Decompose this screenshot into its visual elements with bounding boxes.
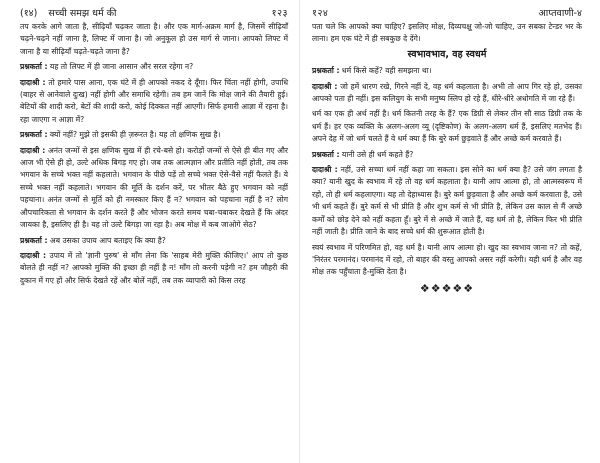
speaker-label: प्रश्नकर्ता : — [312, 66, 340, 76]
paragraph — [312, 65, 582, 77]
end-ornament: ❖❖❖❖❖ — [419, 281, 475, 295]
paragraph — [312, 149, 582, 161]
paragraph-text: यानी उसे ही धर्म कहते हैं? — [341, 149, 414, 159]
paragraph — [312, 164, 582, 238]
intro-paragraph: पता चले कि आपको क्या चाहिए? इसलिए मोक्ष, दिव्यचक्षु जो-जो चाहिए, उन सबका टेन्डर भर के लाना। हम एक घंटे में ही सबकुछ दे देंगे। — [312, 22, 582, 44]
paragraph-text: स्वयं स्वभाव में परिणमित हो, वह धर्म है। यानी आप आत्मा हो। खुद का स्वभाव जाना न? तो कहें, 'निरंतर परमानंद। परमानंद में रहो, तो बाहर की वस्तु आपको असर नहीं करेगी। यही धर्म है और वह मोक्ष तक पहुँचाता है-मुक्ति देता है। — [312, 242, 582, 277]
paragraph-text: धर्म किसे कहें? वही समझना था। — [341, 66, 432, 76]
paragraph — [20, 235, 288, 247]
paragraph-text: उपाय में तो 'ज्ञानी पुरुष' से माँग लेना कि 'साहब मेरी मुक्ति कीजिए।' आप तो कुछ बोलते ही नहीं न? आपको मुक्ति की इच्छा ही नहीं है न! माँग तो करनी पड़ेगी न? हम जौहरी की दुकान में गए हों और सिर्फ देखते रहें और बोलें नहीं, तब तक व्यापारी को किस तरह — [20, 250, 288, 285]
speaker-label: दादाश्री : — [312, 81, 338, 91]
paragraph-text: यह तो लिफ्ट में ही जाना आसान और सरल रहेगा न? — [49, 62, 194, 72]
speaker-label: दादाश्री : — [312, 165, 338, 175]
paragraph-text: तो हमारे पास आना, एक घंटे में ही आपको नकद दे दूँगा। फिर चिंता नहीं होगी, उपाधि (बाहर से आनेवाले दुःख) नहीं होगी और समाधि रहेगी। तब हम जानें कि मोक्ष जाने की तैयारी हुई। बेटियों की शादी करो, बेटों की शादी करो, कोई दिक्कत नहीं आएगी। सिर्फ हमारी आज्ञा में रहना है। रहा जाएगा न आज्ञा में? — [20, 77, 288, 124]
paragraph-text: जो हमें धारण रखे, गिरने नहीं दे, वह धर्म कहलाता है। अभी तो आप गिर रहे हो, उसका आपको पता ही नहीं। इस कलियुग के सभी मनुष्य स्लिप हो रहे हैं, धीरे-धीरे अधोगति में जा रहे हैं। — [312, 81, 583, 104]
left-page-body — [20, 21, 288, 287]
speaker-label: प्रश्नकर्ता : — [20, 62, 48, 72]
paragraph-text: धर्म का एक ही अर्थ नहीं है। धर्म कितनी तरह के हैं? एक डिग्री से लेकर तीन सौ साठ डिग्री तक के धर्म हैं। हर एक व्यक्ति के अलग-अलग व्यू (दृष्टिकोण) के अलग-अलग धर्म हैं, इसलिए मतभेद हैं। अपने देह में जो धर्म चलते हैं वे धर्म क्या हैं कि बुरे कर्म छुड़वाते हैं और अच्छे कर्म करवाते हैं। — [312, 109, 582, 144]
speaker-label: दादाश्री : — [20, 145, 46, 155]
speaker-label: दादाश्री : — [20, 77, 46, 87]
speaker-label: प्रश्नकर्ता : — [20, 130, 48, 140]
left-page-header — [20, 6, 288, 21]
paragraph-text: अनंत जन्मों से इस क्षणिक सुख में ही रचे-बसे हो। करोड़ों जन्मों से ऐसे ही बीत गए और आज भी ऐसे ही हो, उल्टे अधिक बिगड़ गए हो। जब तक आत्मज्ञान और प्रतीति नहीं होती, तब तक भगवान के सच्चे भक्त नहीं कहलाते। भगवान के पीछे पड़ें तो सच्चे भक्त ऐसे-वैसे नहीं फैलते हैं। ये सच्चे भक्त नहीं कहलाते। भगवान की मूर्ति के दर्शन करें, पर भीतर बैठे हुए भगवान को नहीं पहचाना। अनंत जन्मों से मूर्ति को ही नमस्कार किए हैं न? भगवान को पहचाना नहीं है न? लोग औपचारिकता से भगवान के दर्शन करते हैं और भोजन करते समय चबा-चबाकर देखते हैं कि अंदर जायका है, इसलिए ही है। यह तो उल्टे बिगड़ा जा रहा है। अब मोक्ष में कब जाओगे सेठ? — [20, 145, 288, 230]
page-number: १२४ — [312, 8, 329, 19]
paragraph — [312, 242, 582, 279]
speaker-label: दादाश्री : — [20, 250, 47, 260]
right-page-header — [312, 6, 582, 21]
paragraph-text: नहीं, उसे सच्चा धर्म नहीं कहा जा सकता। इस सोने का धर्म क्या है? उसे जंग लगता है क्या? यानी खुद के स्वभाव में रहे तो वह धर्म कहलाता है। यानी आप आत्मा हो, तो आत्मस्वरूप में रहो, तो ही धर्म कहलाएगा। यह तो देहाध्यास है। बुरे कर्म छुड़वाता है और अच्छे कर्म करवाता है, उसे भी धर्म कहते हैं। बुरे कर्म से भी प्रीति है और शुभ कर्म से भी प्रीति है, लेकिन उस काल से मैं अच्छे कर्मों को छोड़ देने को नहीं कहता हूँ। बुरे में से अच्छे में जाते हैं, वह धर्म तो है, लेकिन फिर भी प्रीति नहीं जाती है। प्रीति जाने के बाद सच्चे धर्म की शुरूआत होती है। — [312, 165, 583, 237]
header-left-group — [20, 6, 124, 19]
paragraph-text: अब उसका उपाय आप बताइए कि क्या है? — [49, 235, 166, 245]
book-title: आप्तवाणी-४ — [538, 8, 582, 19]
paragraph-text: क्यों नहीं? मुझे तो इसकी ही ज़रूरत है। यह तो क्षणिक सुख है। — [49, 130, 221, 140]
paragraph-text: तप करके आगे जाता है, सीढ़ियाँ चढ़कर जाता है। और एक मार्ग-अक्रम मार्ग है, जिसमें सीढ़ियाँ चढ़ने-चढ़ने नहीं जाना है, लिफ्ट में जाना है। जो अनुकूल हो उस मार्ग से जाना। आपको लिफ्ट में जाना है या सीढ़ियाँ चढ़ते-चढ़ते जाना है? — [20, 22, 288, 56]
paragraph — [312, 81, 582, 106]
paragraph — [20, 77, 288, 127]
page-number: १२३ — [271, 8, 288, 19]
paragraph — [20, 61, 288, 73]
book-title: सच्ची समझ धर्म की — [48, 8, 117, 19]
series-number: (१४) — [20, 8, 38, 19]
section-heading: स्वभावभाव, वह स्वधर्म — [407, 48, 487, 60]
right-page — [300, 0, 600, 463]
paragraph — [20, 129, 288, 141]
paragraph — [312, 108, 582, 145]
right-page-body — [312, 21, 582, 295]
paragraph — [20, 250, 288, 287]
paragraph — [20, 145, 288, 232]
speaker-label: प्रश्नकर्ता : — [312, 149, 340, 159]
speaker-label: प्रश्नकर्ता : — [20, 235, 48, 245]
paragraph — [20, 21, 288, 58]
